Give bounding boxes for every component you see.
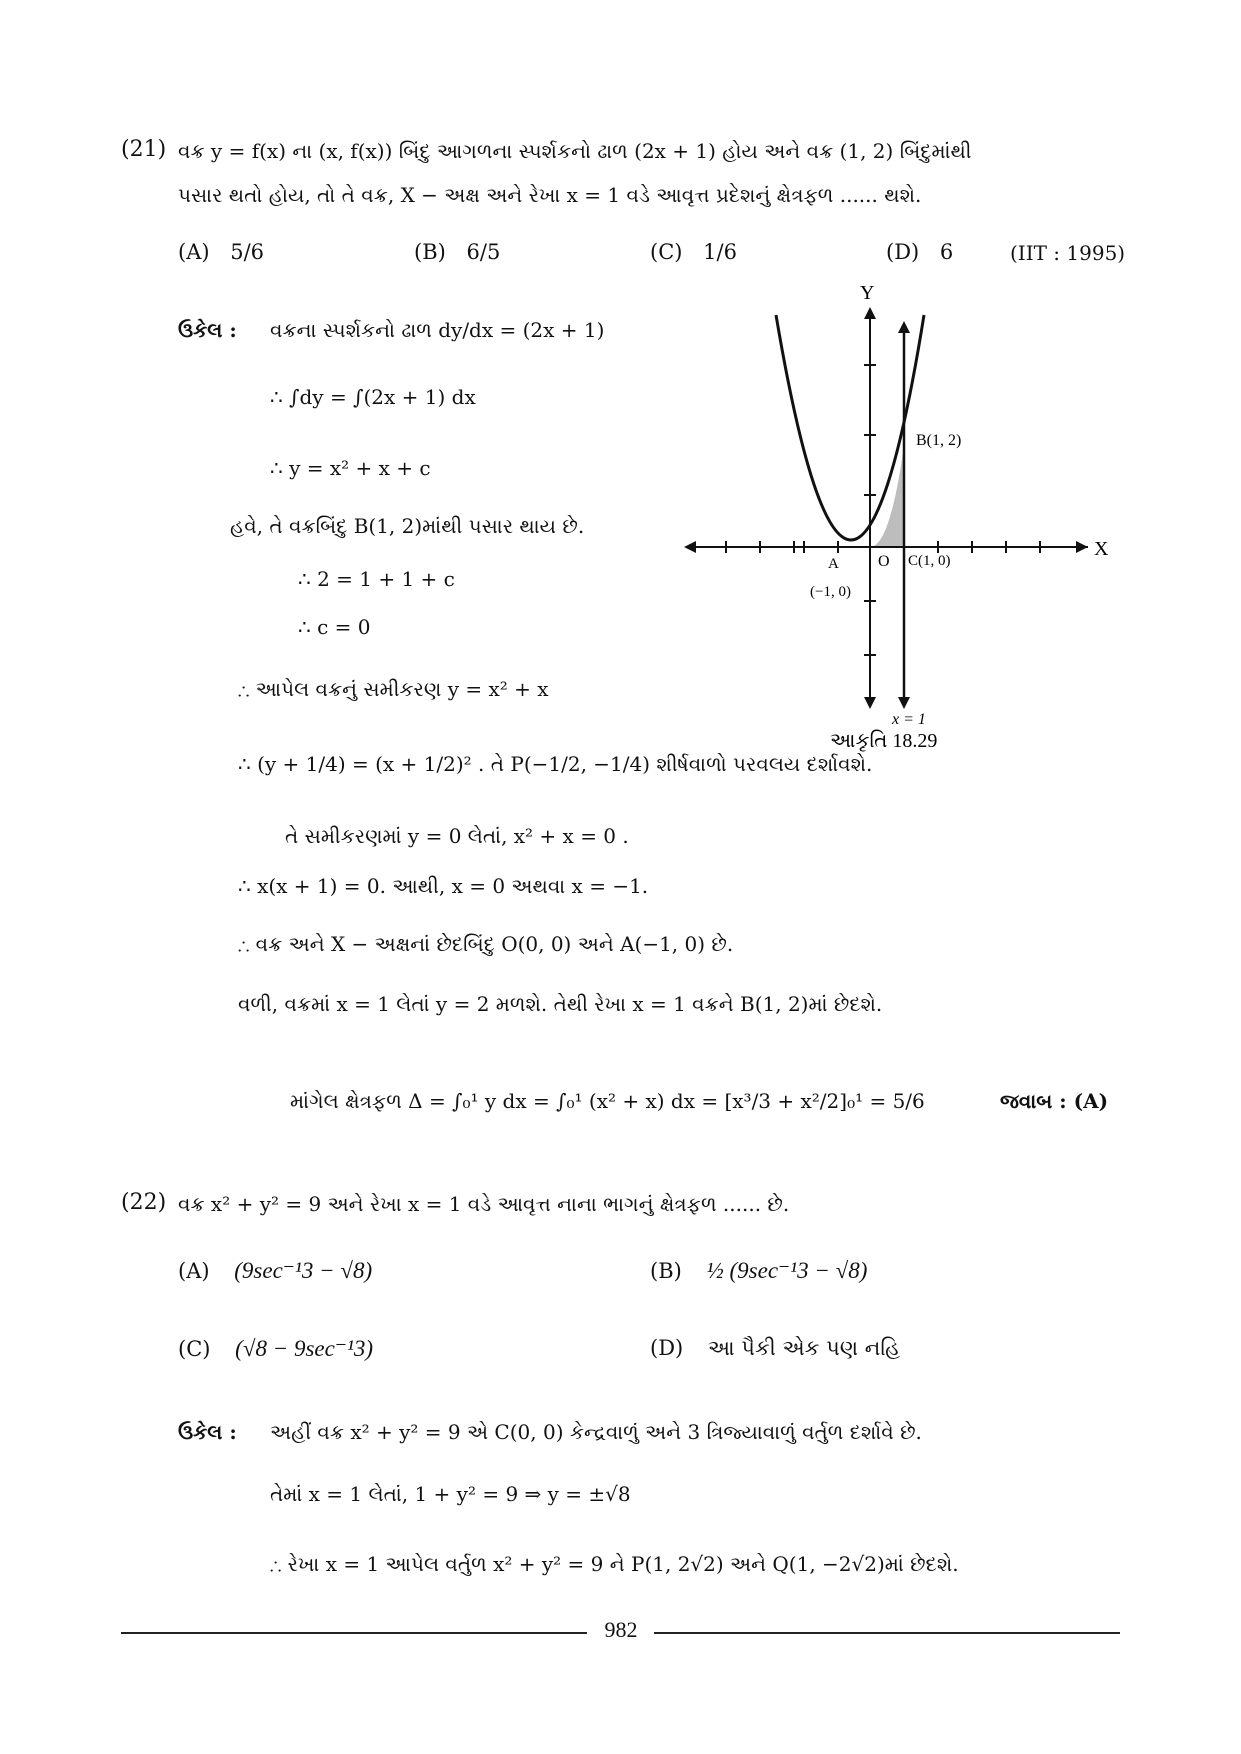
footer-rule-right: [654, 1632, 1120, 1634]
q21-option-c-value: 1/6: [703, 240, 737, 264]
q21-source: (IIT : 1995): [1010, 241, 1126, 265]
y-axis-label: Y: [860, 285, 875, 304]
point-a-label: A: [828, 556, 839, 572]
q21-option-d: [886, 240, 953, 264]
figure-18-29: [680, 285, 1120, 755]
q21-step-8: ∴ (y + 1/4) = (x + 1/2)² . તે P(−1/2, −1/4) શીર્ષવાળો પરવલય દર્શાવશે.: [238, 752, 873, 776]
q21-option-c-label: (C): [650, 240, 683, 264]
line-x1-arrow-up: [898, 321, 910, 333]
q21-answer: જવાબ : (A): [1000, 1089, 1109, 1113]
q21-step-6: ∴ c = 0: [298, 615, 371, 639]
x-axis-arrow-left: [684, 541, 696, 553]
q22-option-b-value: ½ (9sec⁻¹3 − √8): [706, 1258, 868, 1283]
q21-step-11: ∴ વક્ર અને X − અક્ષનાં છેદબિંદુ O(0, 0) અને A(−1, 0) છે.: [238, 932, 734, 956]
q21-step-12: વળી, વક્રમાં x = 1 લેતાં y = 2 મળશે. તેથી રેખા x = 1 વક્રને B(1, 2)માં છેદશે.: [238, 992, 883, 1016]
q21-step-4: હવે, તે વક્રબિંદુ B(1, 2)માંથી પસાર થાય છે.: [230, 514, 585, 538]
x-axis-label: X: [1094, 538, 1109, 560]
q22-option-a-label: (A): [178, 1259, 210, 1283]
q22-option-b-label: (B): [650, 1259, 682, 1283]
q21-option-d-label: (D): [886, 240, 920, 264]
point-b-label: B(1, 2): [916, 432, 962, 449]
question-22-text: વક્ર x² + y² = 9 અને રેખા x = 1 વડે આવૃત્ત નાના ભાગનું ક્ષેત્રફળ ...... છે.: [178, 1192, 790, 1216]
q22-option-a-value: (9sec⁻¹3 − √8): [234, 1258, 373, 1283]
q21-step-9: તે સમીકરણમાં y = 0 લેતાં, x² + x = 0 .: [285, 824, 629, 848]
page-number: 982: [604, 1617, 638, 1642]
q22-step-2: તેમાં x = 1 લેતાં, 1 + y² = 9 ⇒ y = ±√8: [270, 1482, 631, 1506]
point-c-label: C(1, 0): [908, 553, 951, 569]
point-a-coord: (−1, 0): [810, 584, 851, 600]
q21-option-a: [178, 240, 264, 264]
y-axis-arrow-down: [864, 697, 876, 709]
q22-option-a: [178, 1258, 372, 1284]
q21-step-1: વક્રના સ્પર્શકનો ઢાળ dy/dx = (2x + 1): [270, 318, 605, 342]
footer-rule-left: [121, 1632, 587, 1634]
q22-solution-label: ઉકેલ :: [178, 1420, 237, 1444]
q21-option-d-value: 6: [939, 240, 954, 264]
q21-step-2: ∴ ∫dy = ∫(2x + 1) dx: [270, 385, 476, 409]
point-o-label: O: [878, 553, 890, 570]
q21-step-3: ∴ y = x² + x + c: [270, 456, 431, 480]
q21-option-b-label: (B): [414, 240, 446, 264]
q21-step-7: ∴ આપેલ વક્રનું સમીકરણ y = x² + x: [238, 677, 549, 701]
q22-option-d-label: (D): [650, 1336, 684, 1360]
q22-step-1: અહીં વક્ર x² + y² = 9 એ C(0, 0) કેન્દ્રવાળું અને 3 ત્રિજ્યાવાળું વર્તુળ દર્શાવે છે.: [270, 1420, 922, 1444]
q21-option-c: [650, 240, 737, 264]
q21-option-a-value: 5/6: [230, 240, 265, 264]
q22-option-b: [650, 1258, 867, 1284]
q22-step-3: ∴ રેખા x = 1 આપેલ વર્તુળ x² + y² = 9 ને P(1, 2√2) અને Q(1, −2√2)માં છેદશે.: [270, 1552, 959, 1576]
q21-step-10: ∴ x(x + 1) = 0. આથી, x = 0 અથવા x = −1.: [238, 874, 649, 898]
line-x1-label: x = 1: [892, 711, 926, 728]
q22-option-d: [650, 1336, 900, 1361]
q21-option-a-label: (A): [178, 240, 210, 264]
line-x1-arrow-down: [898, 697, 910, 709]
q21-option-b: [414, 240, 500, 264]
q22-option-c-value: (√8 − 9sec⁻¹3): [235, 1336, 374, 1361]
q21-step-13: માંગેલ ક્ષેત્રફળ Δ = ∫₀¹ y dx = ∫₀¹ (x² + x) dx = [x³/3 + x²/2]₀¹ = 5/6: [290, 1089, 925, 1113]
figure-caption: આકૃતિ 18.29: [830, 730, 938, 752]
question-21-text-line2: પસાર થતો હોય, તો તે વક્ર, X − અક્ષ અને રેખા x = 1 વડે આવૃત્ત પ્રદેશનું ક્ષેત્રફળ ...... થશે.: [178, 183, 922, 207]
q21-step-5: ∴ 2 = 1 + 1 + c: [298, 567, 455, 591]
question-22-number: (22): [121, 1190, 167, 1215]
q21-solution-label: ઉકેલ :: [178, 318, 237, 342]
y-axis-arrow-up: [864, 307, 876, 319]
q22-option-d-value: આ પૈકી એક પણ નહિ: [707, 1336, 901, 1360]
question-21-number: (21): [121, 137, 167, 162]
q21-option-b-value: 6/5: [466, 240, 501, 264]
question-21-text-line1: વક્ર y = f(x) ના (x, f(x)) બિંદુ આગળના સ્પર્શકનો ઢાળ (2x + 1) હોય અને વક્ર (1, 2) બિંદુમાંથી: [178, 139, 972, 163]
q22-option-c-label: (C): [178, 1337, 211, 1361]
q22-option-c: [178, 1336, 373, 1362]
x-axis-arrow-right: [1076, 541, 1088, 553]
